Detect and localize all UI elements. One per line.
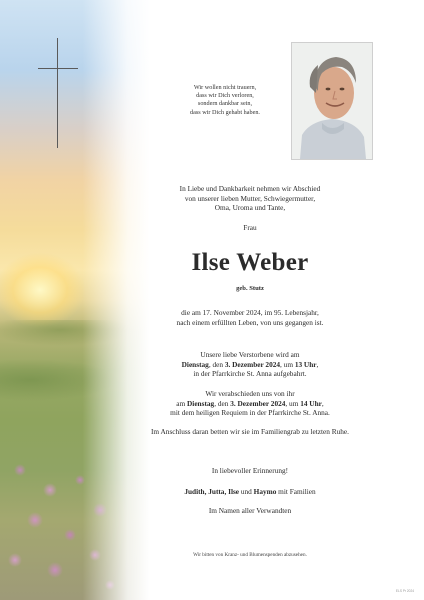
family-names-part: Haymo — [253, 487, 277, 496]
family-names — [150, 487, 350, 497]
funeral-sep: , den — [214, 398, 231, 408]
funeral-sep: , — [321, 398, 324, 408]
quote-line: dass wir Dich verloren, — [196, 92, 254, 100]
quote-line: Wir wollen nicht trauern, — [193, 84, 257, 91]
intro-text — [140, 184, 360, 213]
viewing-announcement — [140, 350, 360, 379]
announce-day: Dienstag — [181, 359, 209, 369]
hills-decoration — [0, 320, 150, 600]
funeral-line-2 — [120, 399, 380, 409]
print-code: ELS Pr 2024 — [395, 589, 414, 593]
announce-line-2 — [140, 360, 360, 370]
family-names-part: und — [239, 487, 254, 496]
funeral-announcement — [120, 389, 380, 418]
funeral-line-3: mit dem heiligen Requiem in der Pfarrkirche St. Anna. — [170, 408, 330, 418]
funeral-date: 3. Dezember 2024 — [230, 398, 286, 408]
funeral-line-1: Wir verabschieden uns von ihr — [205, 389, 295, 398]
death-line: nach einem erfüllten Leben, von uns gegangen ist. — [176, 317, 324, 327]
quote-line: sondern dankbar sein, — [197, 100, 253, 108]
funeral-sep: , um — [285, 398, 301, 408]
relatives-text: Im Namen aller Verwandten — [208, 506, 292, 515]
flowers-decoration — [0, 440, 130, 600]
announce-line-3: in der Pfarrkirche St. Anna aufgebahrt. — [193, 369, 307, 379]
quote-text — [150, 84, 300, 117]
intro-line: Oma, Uroma und Tante, — [214, 203, 286, 213]
intro-line: In Liebe und Dankbarkeit nehmen wir Abschied — [179, 184, 321, 193]
deceased-name: Ilse Weber — [191, 249, 309, 276]
announce-line-1: Unsere liebe Verstorbene wird am — [200, 350, 300, 359]
announce-date: 3. Dezember 2024 — [224, 359, 281, 369]
family-names-part: mit Familien — [276, 487, 316, 496]
memory-text: In liebevoller Erinnerung! — [211, 466, 289, 475]
birth-name: geb. Stutz — [236, 285, 264, 292]
announce-time: 13 Uhr — [294, 359, 317, 369]
announce-sep: , den — [208, 359, 225, 369]
cross-icon — [38, 38, 78, 148]
funeral-sep: am — [176, 398, 188, 408]
death-text — [140, 308, 360, 327]
flower-notice: Wir bitten von Kranz- und Blumenspenden abzusehen. — [193, 552, 307, 558]
funeral-day: Dienstag — [187, 398, 215, 408]
intro-line: von unserer lieben Mutter, Schwiegermutter, — [184, 193, 316, 203]
salutation: Frau — [243, 223, 257, 232]
announce-sep: , — [316, 359, 319, 369]
quote-line: dass wir Dich gehabt haben. — [190, 108, 260, 116]
funeral-time: 14 Uhr — [300, 398, 322, 408]
announce-sep: , um — [280, 359, 295, 369]
portrait-photo — [291, 42, 373, 160]
family-names-part: Judith, Jutta, Ilse — [184, 487, 240, 496]
grave-text: Im Anschluss daran betten wir sie im Familiengrab zu letzten Ruhe. — [151, 427, 349, 436]
death-line: die am 17. November 2024, im 95. Lebensjahr, — [181, 308, 319, 317]
